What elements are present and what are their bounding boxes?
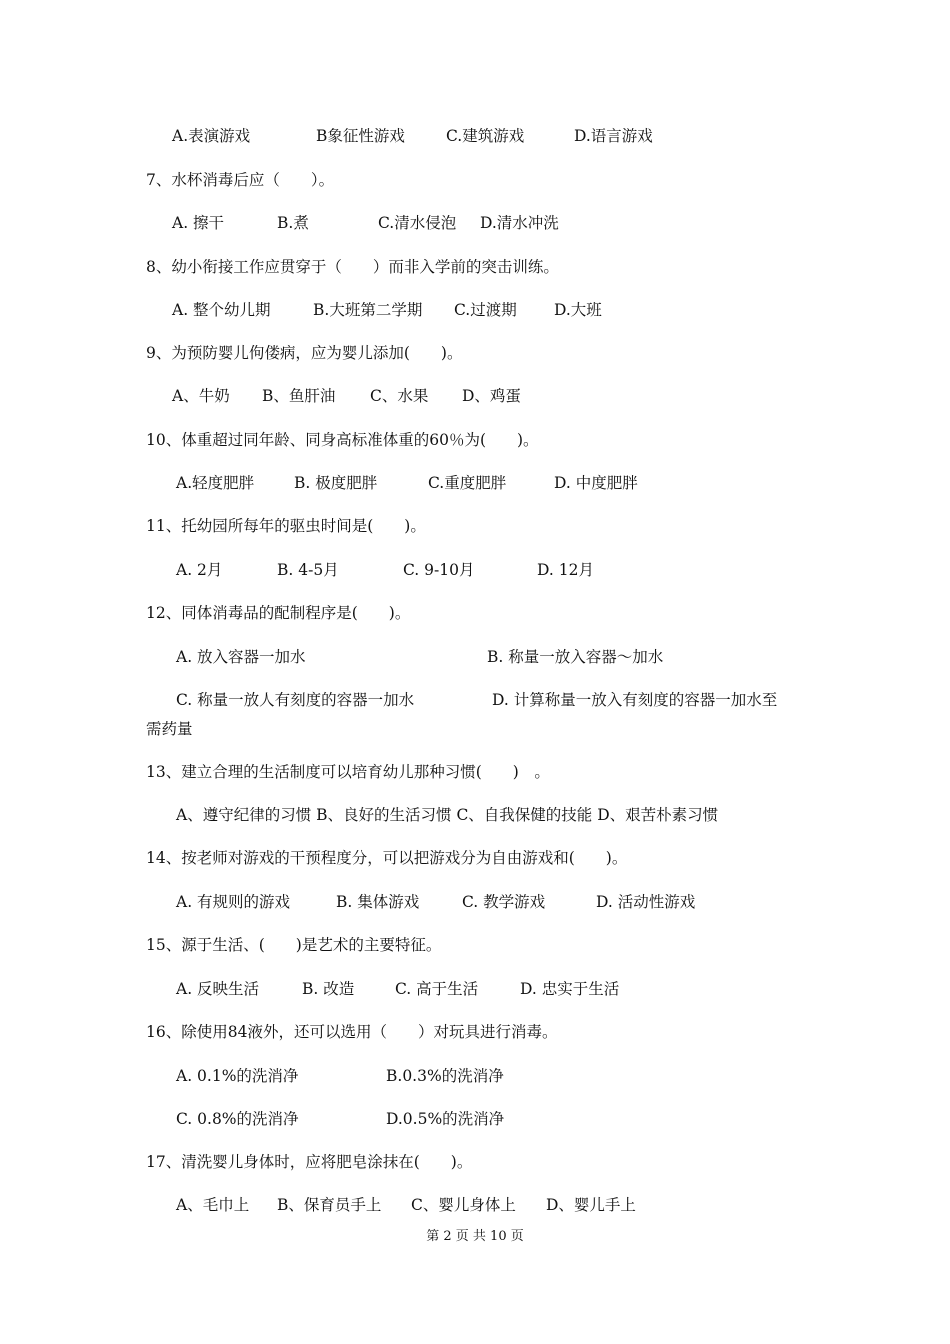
option-b: B.大班第二学期 xyxy=(313,301,423,319)
option-d: D. 中度肥胖 xyxy=(554,474,638,492)
option-d: D、鸡蛋 xyxy=(462,387,521,405)
option-a: A. 有规则的游戏 xyxy=(176,893,291,911)
option-c: C、婴儿身体上 xyxy=(411,1196,516,1214)
question-9: 9、为预防婴儿佝偻病，应为婴儿添加( )。 xyxy=(146,344,463,362)
option-c: C. 教学游戏 xyxy=(462,893,546,911)
option-d: D. 忠实于生活 xyxy=(520,980,620,998)
question-8: 8、幼小衔接工作应贯穿于（ ）而非入学前的突击训练。 xyxy=(146,258,559,276)
option-a: A、牛奶 xyxy=(172,387,230,405)
option-b: B. 极度肥胖 xyxy=(294,474,378,492)
question-12: 12、同体消毒品的配制程序是( )。 xyxy=(146,604,411,622)
question-10: 10、体重超过同年龄、同身高标准体重的60％为( )。 xyxy=(146,431,539,449)
option-c: C.清水侵泡 xyxy=(378,214,457,232)
option-a: A. 放入容器一加水 xyxy=(176,648,306,666)
page-footer: 第 2 页 共 10 页 xyxy=(426,1229,524,1244)
option-c: C. 称量一放人有刻度的容器一加水 xyxy=(176,691,415,709)
option-d-continuation: 需药量 xyxy=(146,720,193,738)
option-b: B. 改造 xyxy=(302,980,355,998)
option-c: C、水果 xyxy=(370,387,429,405)
option-d: D.语言游戏 xyxy=(574,127,653,145)
option-c: C.建筑游戏 xyxy=(446,127,525,145)
option-d: D. 活动性游戏 xyxy=(596,893,696,911)
option-a: A. 反映生活 xyxy=(176,980,260,998)
question-14: 14、按老师对游戏的干预程度分，可以把游戏分为自由游戏和( )。 xyxy=(146,849,628,867)
option-c: C. 0.8%的洗消净 xyxy=(176,1110,299,1128)
option-c: C.过渡期 xyxy=(454,301,517,319)
option-c: C. 高于生活 xyxy=(395,980,479,998)
option-d: D.0.5%的洗消净 xyxy=(386,1110,505,1128)
option-a: A. 擦干 xyxy=(172,214,225,232)
option-d: D. 12月 xyxy=(537,561,594,579)
option-d: D.大班 xyxy=(554,301,602,319)
question-17: 17、清洗婴儿身体时，应将肥皂涂抹在( )。 xyxy=(146,1153,473,1171)
option-b: B、保育员手上 xyxy=(277,1196,382,1214)
option-b: B. 4-5月 xyxy=(277,561,339,579)
option-a: A、毛巾上 xyxy=(176,1196,250,1214)
option-a: A.轻度肥胖 xyxy=(176,474,255,492)
option-b: B. 称量一放入容器～加水 xyxy=(487,648,664,666)
option-c: C.重度肥胖 xyxy=(428,474,507,492)
option-b: B.煮 xyxy=(277,214,309,232)
option-a: A. 2月 xyxy=(176,561,223,579)
option-a: A. 整个幼儿期 xyxy=(172,301,271,319)
question-11: 11、托幼园所每年的驱虫时间是( )。 xyxy=(146,517,426,535)
option-b: B象征性游戏 xyxy=(316,127,405,145)
option-b: B. 集体游戏 xyxy=(336,893,420,911)
question-15: 15、源于生活、( )是艺术的主要特征。 xyxy=(146,936,442,954)
question-7: 7、水杯消毒后应（ ）。 xyxy=(146,171,335,189)
option-a: A. 0.1%的洗消净 xyxy=(176,1067,299,1085)
option-d: D.清水冲洗 xyxy=(480,214,559,232)
option-a: A.表演游戏 xyxy=(172,127,251,145)
option-d: D. 计算称量一放入有刻度的容器一加水至 xyxy=(492,691,778,709)
question-16: 16、除使用84液外，还可以选用（ ）对玩具进行消毒。 xyxy=(146,1023,558,1041)
option-d: D、婴儿手上 xyxy=(546,1196,636,1214)
options-line: A、遵守纪律的习惯 B、良好的生活习惯 C、自我保健的技能 D、艰苦朴素习惯 xyxy=(176,806,719,824)
question-13: 13、建立合理的生活制度可以培育幼儿那种习惯( ) 。 xyxy=(146,763,550,781)
option-b: B、鱼肝油 xyxy=(262,387,336,405)
option-c: C. 9-10月 xyxy=(403,561,475,579)
option-b: B.0.3%的洗消净 xyxy=(386,1067,504,1085)
